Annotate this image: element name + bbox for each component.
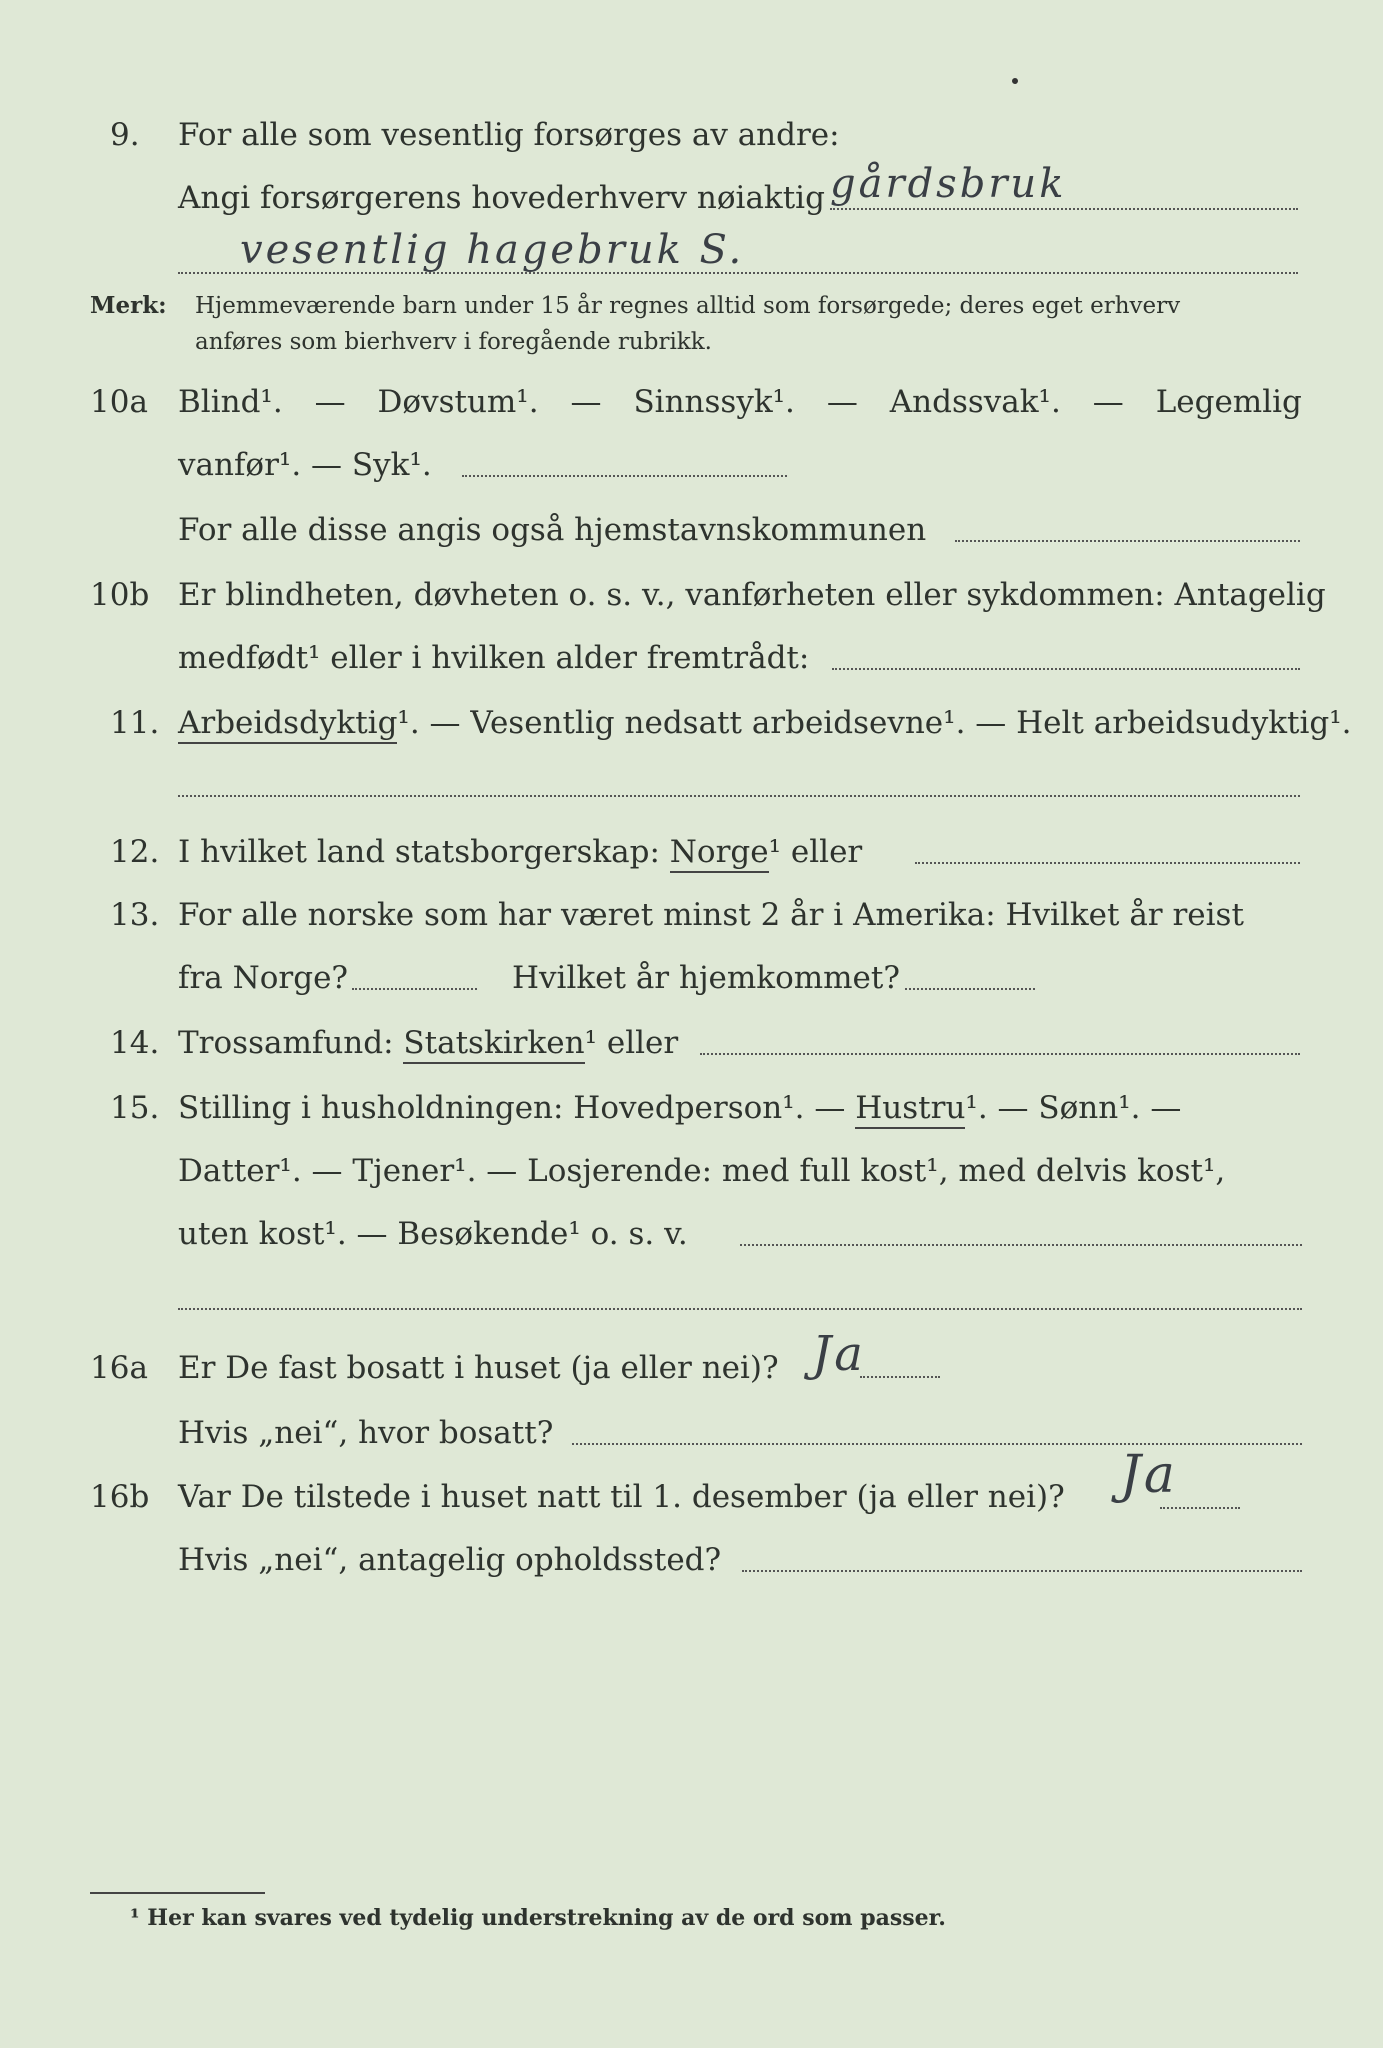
q12-number: 12. <box>110 834 160 870</box>
dash: — <box>1092 384 1124 420</box>
ink-speck <box>1012 78 1018 84</box>
footnote: ¹ Her kan svares ved tydelig understrekning av de ord som passer. <box>130 1905 946 1931</box>
q12-text <box>178 832 862 872</box>
q9-text2: Angi forsørgerens hovederhverv nøiaktig <box>178 180 825 216</box>
dash: — <box>570 384 602 420</box>
q14-pre: Trossamfund: <box>178 1025 394 1061</box>
q16a-answer[interactable]: Ja <box>812 1326 866 1382</box>
merk-text2: anføres som bierhverv i foregående rubrikk. <box>195 329 712 355</box>
q13-reist-line <box>352 988 477 990</box>
q15-osv-line <box>740 1244 1302 1246</box>
q15-pre: Stilling i husholdningen: Hovedperson¹. — <box>178 1090 846 1126</box>
q16a-text1: Er De fast bosatt i huset (ja eller nei)? <box>178 1350 779 1386</box>
q16a-bosatt-line <box>572 1443 1302 1445</box>
q16a-answer-line <box>860 1376 940 1378</box>
q16b-text1: Var De tilstede i huset natt til 1. desember (ja eller nei)? <box>178 1479 1065 1515</box>
q15-answer-line <box>178 1308 1302 1310</box>
q13-text2b: Hvilket år hjemkommet? <box>512 960 900 996</box>
q9-text1: For alle som vesentlig forsørges av andre: <box>178 117 840 153</box>
dash: — <box>314 384 346 420</box>
q14-opt-statskirken[interactable]: Statskirken <box>403 1025 584 1064</box>
q10b-number: 10b <box>90 577 150 613</box>
q13-text2a: fra Norge? <box>178 960 349 996</box>
q15-text2: Datter¹. — Tjener¹. — Losjerende: med full kost¹, med delvis kost¹, <box>178 1153 1226 1189</box>
q16b-text2: Hvis „nei“, antagelig opholdssted? <box>178 1542 722 1578</box>
q9-answer2-line <box>178 272 1298 274</box>
q16b-answer[interactable]: Ja <box>1120 1445 1178 1505</box>
q10a-text3: For alle disse angis også hjemstavnskommunen <box>178 512 927 548</box>
q14-number: 14. <box>110 1025 160 1061</box>
q12-post: ¹ eller <box>768 834 863 870</box>
merk-text1: Hjemmeværende barn under 15 år regnes alltid som forsørgede; deres eget erhverv <box>195 293 1181 319</box>
q12-answer-line <box>915 862 1300 864</box>
q10a-opt-blind[interactable]: Blind¹. <box>178 384 283 420</box>
q15-text1 <box>178 1088 1181 1128</box>
q16b-number: 16b <box>90 1479 150 1515</box>
q11-answer-line <box>178 795 1300 797</box>
q14-post: ¹ eller <box>584 1025 679 1061</box>
q11-rest: ¹. — Vesentlig nedsatt arbeidsevne¹. — Helt arbeidsudyktig¹. <box>397 705 1352 741</box>
q11-text <box>178 703 1352 743</box>
q10a-opt-legemlig[interactable]: Legemlig <box>1155 384 1302 420</box>
q15-opt-hustru[interactable]: Hustru <box>855 1090 965 1129</box>
q9-answer2[interactable]: vesentlig hagebruk S. <box>240 227 745 273</box>
q16b-answer-line <box>1160 1507 1240 1509</box>
q10b-alder-line <box>832 668 1300 670</box>
q9-number: 9. <box>110 117 140 153</box>
q12-pre: I hvilket land statsborgerskap: <box>178 834 660 870</box>
q15-text3: uten kost¹. — Besøkende¹ o. s. v. <box>178 1216 688 1252</box>
q10b-text2: medfødt¹ eller i hvilken alder fremtrådt: <box>178 640 810 676</box>
q14-answer-line <box>700 1053 1300 1055</box>
q14-text <box>178 1023 678 1063</box>
q15-post: ¹. — Sønn¹. — <box>965 1090 1182 1126</box>
q13-hjem-line <box>905 988 1035 990</box>
q10a-number: 10a <box>90 384 148 420</box>
q10a-options <box>178 382 1302 422</box>
q15-number: 15. <box>110 1090 160 1126</box>
dash: — <box>826 384 858 420</box>
q13-number: 13. <box>110 897 160 933</box>
q16a-number: 16a <box>90 1350 148 1386</box>
q16b-opphold-line <box>742 1570 1302 1572</box>
q9-answer1[interactable]: gårdsbruk <box>830 161 1067 207</box>
q10a-text2: vanfør¹. — Syk¹. <box>178 447 432 483</box>
q11-opt-arbeidsdyktig[interactable]: Arbeidsdyktig <box>178 705 397 744</box>
q13-text1: For alle norske som har været minst 2 år i Amerika: Hvilket år reist <box>178 897 1244 933</box>
merk-label: Merk: <box>90 292 167 319</box>
q16a-text2: Hvis „nei“, hvor bosatt? <box>178 1415 554 1451</box>
q10a-opt-andssvak[interactable]: Andssvak¹. <box>889 384 1061 420</box>
q10a-opt-dovstum[interactable]: Døvstum¹. <box>377 384 539 420</box>
footnote-rule <box>90 1892 265 1894</box>
q10a-syk-line <box>462 475 787 477</box>
q9-answer1-line <box>830 208 1298 210</box>
q11-number: 11. <box>110 705 160 741</box>
q12-opt-norge[interactable]: Norge <box>670 834 769 873</box>
q10a-kommune-line <box>955 540 1300 542</box>
q10a-opt-sinnssyk[interactable]: Sinnssyk¹. <box>633 384 795 420</box>
q10b-text1: Er blindheten, døvheten o. s. v., vanførheten eller sykdommen: Antagelig <box>178 577 1326 613</box>
